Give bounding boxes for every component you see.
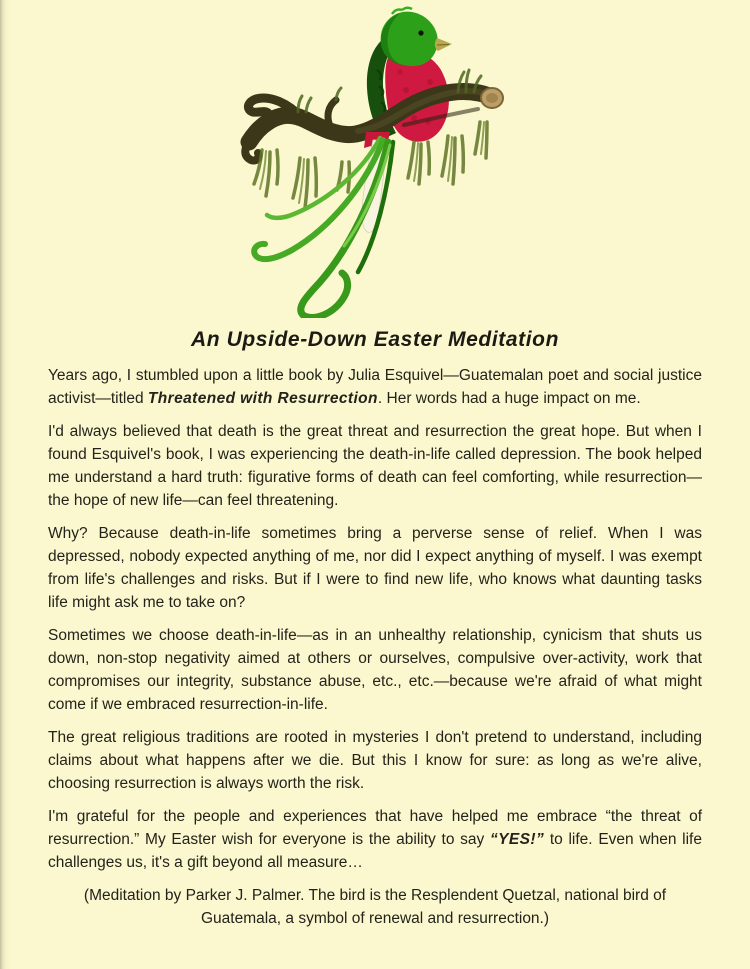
- quetzal-bird-image: [0, 0, 750, 318]
- meditation-paragraph-1: Years ago, I stumbled upon a little book by Julia Esquivel—Guatemalan poet and social justice activist—titled Threatened with Resurrection. Her words had a huge impact on me.: [48, 367, 702, 407]
- beak-line: [437, 45, 449, 46]
- attribution-note: [0, 884, 750, 930]
- meditation-paragraph-2: I'd always believed that death is the great threat and resurrection the great hope. But when I found Esquivel's book, I was experiencing the death-in-life called depression. The book helped me understand a hard truth: figurative forms of death can feel comforting, while resurrection—the hope of new life—can feel threatening.: [48, 423, 702, 509]
- branch-mid-knot: [328, 100, 336, 126]
- page-title: An Upside-Down Easter Meditation: [190, 328, 560, 351]
- meditation-paragraph-4: Sometimes we choose death-in-life—as in an unhealthy relationship, cynicism that shuts us down, non-stop negativity aimed at others or ourselves, compulsive over-activity, work that compromises our integrity, substance abuse, etc., etc.—because we're afraid of what might come if we embraced resurrection-in-life.: [48, 627, 702, 713]
- meditation-paragraph-6: I'm grateful for the people and experiences that have helped me embrace “the threat of resurrection.” My Easter wish for everyone is the ability to say “YES!” to life. Even when life challenges us, it's a gift beyond all measure…: [48, 808, 702, 871]
- attribution-line-1: (Meditation by Parker J. Palmer. The bird is the Resplendent Quetzal, national bird of: [83, 887, 667, 904]
- attribution-line-2: Guatemala, a symbol of renewal and resurrection.): [200, 910, 550, 927]
- meditation-paragraph-5: The great religious traditions are rooted in mysteries I don't pretend to understand, including claims about what happens after we die. But this I know for sure: as long as we're alive, choosing resurrection is always worth the risk.: [48, 729, 702, 792]
- bird-eye: [418, 30, 423, 35]
- quetzal-illustration: [0, 0, 750, 318]
- branch-cut-end-core: [486, 93, 498, 103]
- meditation-text: [0, 358, 750, 874]
- meditation-paragraph-3: Why? Because death-in-life sometimes bring a perverse sense of relief. When I was depressed, nobody expected anything of me, nor did I expect anything of myself. I was exempt from life's challenges and risks. But if I were to find new life, who knows what daunting tasks life might ask me to take on?: [48, 525, 702, 611]
